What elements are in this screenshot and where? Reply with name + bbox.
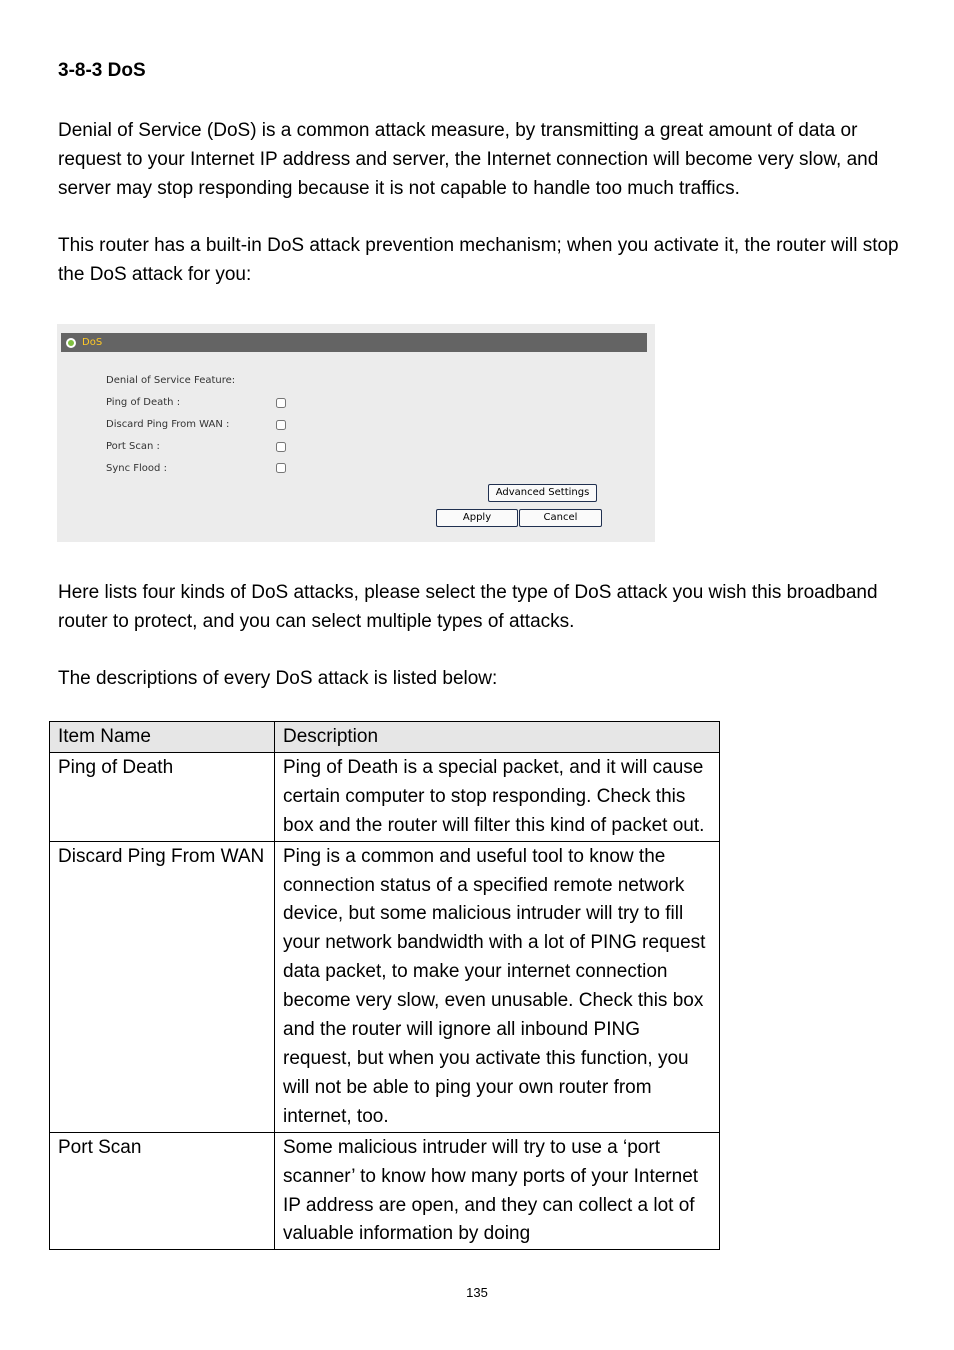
dos-settings-screenshot	[57, 324, 655, 542]
header-item-name: Item Name	[50, 722, 275, 753]
dos-description-table	[49, 721, 720, 1250]
cancel-button[interactable]: Cancel	[519, 509, 602, 527]
intro-paragraph: Denial of Service (DoS) is a common attack measure, by transmitting a great amount of data or request to your Internet IP address and server, the Internet connection will become very slow, and server may stop responding because it is not capable to handle too much traffics.	[58, 120, 879, 199]
row-description: Ping is a common and useful tool to know the connection status of a specified remote network device, but some malicious intruder will try to fill your network bandwidth with a lot of PING request data packet, to make your internet connection become very slow, even unusable. Check this box and the router will ignore all inbound PING request, but when you activate this function, you will not be able to ping your own router from internet, too.	[275, 841, 720, 1132]
option-label-discard-ping: Discard Ping From WAN :	[106, 419, 230, 430]
page-number: 135	[466, 1285, 488, 1300]
option-label-ping-of-death: Ping of Death :	[106, 397, 181, 408]
discard-ping-checkbox[interactable]	[276, 420, 286, 430]
table-row	[50, 1132, 720, 1250]
apply-button[interactable]: Apply	[436, 509, 518, 527]
lists-paragraph: Here lists four kinds of DoS attacks, please select the type of DoS attack you wish this broadband router to protect, and you can select multiple types of attacks.	[58, 582, 878, 632]
row-description: Some malicious intruder will try to use a ‘port scanner’ to know how many ports of your Internet IP address are open, and they can collect a lot of valuable information by doing	[275, 1132, 720, 1250]
feature-label: Denial of Service Feature:	[106, 375, 236, 386]
builtin-paragraph: This router has a built-in DoS attack prevention mechanism; when you activate it, the router will stop the DoS attack for you:	[58, 235, 899, 285]
row-description: Ping of Death is a special packet, and it will cause certain computer to stop responding. Check this box and the router will filter this kind of packet out.	[275, 752, 720, 841]
descriptions-paragraph: The descriptions of every DoS attack is listed below:	[58, 668, 498, 689]
dos-title-bar	[61, 333, 647, 352]
table-row	[50, 752, 720, 841]
table-header-row	[50, 722, 720, 753]
row-item-name: Discard Ping From WAN	[50, 841, 275, 1132]
header-description: Description	[275, 722, 720, 753]
section-heading: 3-8-3 DoS	[58, 60, 146, 81]
ping-of-death-checkbox[interactable]	[276, 398, 286, 408]
row-item-name: Port Scan	[50, 1132, 275, 1250]
table-row	[50, 841, 720, 1132]
option-label-port-scan: Port Scan :	[106, 441, 160, 452]
dos-title: DoS	[82, 337, 103, 348]
sync-flood-checkbox[interactable]	[276, 463, 286, 473]
row-item-name: Ping of Death	[50, 752, 275, 841]
port-scan-checkbox[interactable]	[276, 442, 286, 452]
option-label-sync-flood: Sync Flood :	[106, 463, 167, 474]
radio-icon	[66, 338, 76, 348]
advanced-settings-button[interactable]: Advanced Settings	[488, 484, 597, 502]
